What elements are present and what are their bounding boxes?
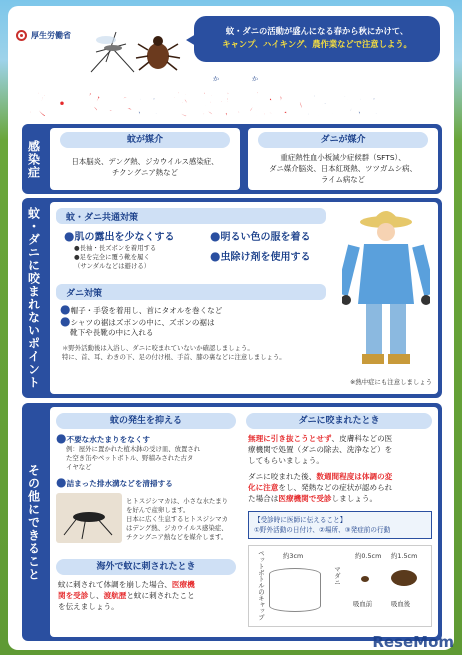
title-ruby-ka: か <box>213 76 220 83</box>
breeding-item-1-note: 例：屋外に置かれた植木鉢の受け皿、放置され た空き缶やペットボトル、野積みされた古タ イヤなど <box>66 445 201 471</box>
prevention-panel <box>50 202 438 394</box>
section-infections <box>22 124 442 194</box>
title-part-4: ために <box>304 92 380 122</box>
watermark: ReseMom <box>372 633 454 651</box>
tick-measures-heading: ダニ対策 <box>56 284 326 300</box>
mosquito-icon <box>104 45 122 51</box>
page-title <box>18 80 444 123</box>
tick-before-icon <box>361 576 369 582</box>
protected-person-illustration <box>342 204 430 374</box>
title-part-3: 咬まれない <box>159 88 305 123</box>
size-15cm-label: 約1.5cm <box>391 552 418 560</box>
outdoor-note: ＊野外活動後は入浴し、ダニに咬まれていないか確認しましょう。 特に、首、耳、わきの下、足の付け根、手首、膝の裏などに注意しましょう。 <box>62 344 286 361</box>
bottle-cap-label: ペットボトルのキャップ <box>257 550 265 621</box>
tick-measure-2-cont: 靴下や長靴の中に入れる <box>70 328 154 337</box>
overseas-advice: 蚊に刺されて体調を崩した場合、医療機 関を受診し、渡航歴と蚊に刺されたこと を伝えましょう。 <box>58 580 195 611</box>
tick-bite-heading: ダニに咬まれたとき <box>246 413 432 429</box>
infections-side-label: 感染症 <box>26 139 41 179</box>
season-speech-bubble <box>194 16 440 62</box>
measure-cover-skin: ●肌の露出を少なくする <box>64 229 175 243</box>
mosquito-tick-illustration <box>86 22 196 82</box>
tick-after-icon <box>391 570 417 586</box>
ministry-logo <box>16 30 71 41</box>
tiger-mosquito-description: ヒトスジシマカは、小さな水たまり を好んで産卵します。 日本に広く生息するヒトスジシマカ はデング熱、ジカウイルス感染症、 チクングニア熱などを媒介します。 <box>126 497 229 541</box>
section-other <box>22 403 442 641</box>
common-measures-heading: 蚊・ダニ共通対策 <box>56 208 326 224</box>
tick-measure-2: ●シャツの裾はズボンの中に、ズボンの裾は <box>60 314 215 328</box>
tick-measure-1: ●帽子・手袋を着用し、首にタオルを巻くなど <box>60 302 223 316</box>
prevention-side-label: 蚊・ダニに咬まれないポイント <box>26 207 41 389</box>
tick-icon <box>147 43 169 69</box>
size-05cm-label: 約0.5cm <box>355 552 382 560</box>
measure-bright-clothes: ●明るい色の服を着る <box>210 229 311 243</box>
mosquito-icon <box>56 493 122 543</box>
tick-borne-diseases: 重症熱性血小板減少症候群（SFTS）、 ダニ媒介脳炎、日本紅斑熱、ツツガムシ病、 ライム病など <box>269 153 417 184</box>
tiger-mosquito-photo <box>56 493 122 543</box>
heat-stroke-note: ※熱中症にも注意しましょう <box>350 378 433 386</box>
measure-repellent: ●虫除け剤を使用する <box>210 249 311 263</box>
title-ruby-kama: か <box>252 76 259 83</box>
title-part-2: に <box>134 92 160 122</box>
other-panel <box>50 407 438 637</box>
tick-borne-heading: ダニが媒介 <box>258 132 428 148</box>
other-side-label: その他にできること <box>26 463 41 581</box>
tick-borne-panel <box>248 128 438 190</box>
title-part-1: 蚊・ダニ <box>18 88 134 123</box>
tick-size-chart <box>248 545 432 627</box>
bubble-line-2: キャンプ、ハイキング、農作業などで注意しよう。 <box>222 39 412 49</box>
bubble-line-1: 蚊・ダニの活動が盛んになる春から秋にかけて、 <box>225 26 409 36</box>
tick-label: マダニ <box>333 566 341 586</box>
ministry-logo-icon <box>16 30 27 41</box>
consultation-box: 【受診時に医師に伝えること】 ①野外活動の日付け、②場所、③発症前の行動 <box>248 511 432 539</box>
measure-cover-skin-notes: ●長袖・長ズボンを着用する ●足を完全に覆う靴を履く （サンダルなどは避ける） <box>74 244 157 270</box>
bottle-cap-drawing <box>269 568 321 612</box>
mosquito-borne-panel <box>50 128 240 190</box>
mosquito-borne-heading: 蚊が媒介 <box>60 132 230 148</box>
before-feeding-label: 吸血前 <box>353 600 373 608</box>
tick-bite-followup: ダニに咬まれた後、数週間程度は体調の変 化に注意をし、発熱などの症状が認められ た場合は医療機関で受診しましょう。 <box>248 472 393 503</box>
after-feeding-label: 吸血後 <box>391 600 411 608</box>
breeding-heading: 蚊の発生を抑える <box>56 413 236 429</box>
breeding-item-2: ●詰まった排水溝などを清掃する <box>56 475 173 489</box>
size-3cm-label: 約3cm <box>283 552 304 560</box>
overseas-heading: 海外で蚊に刺されたとき <box>56 559 236 575</box>
section-prevention <box>22 198 442 398</box>
tick-bite-advice: 無理に引き抜こうとせず、皮膚科などの医 療機関で処置（ダニの除去、洗浄など）を してもらいましょう。 <box>248 434 393 465</box>
ministry-name: 厚生労働省 <box>31 31 71 40</box>
breeding-item-1: ●不要な水たまりをなくす <box>56 431 151 445</box>
mosquito-borne-diseases: 日本脳炎、デング熱、ジカウイルス感染症、 チクングニア熱など <box>71 157 219 177</box>
